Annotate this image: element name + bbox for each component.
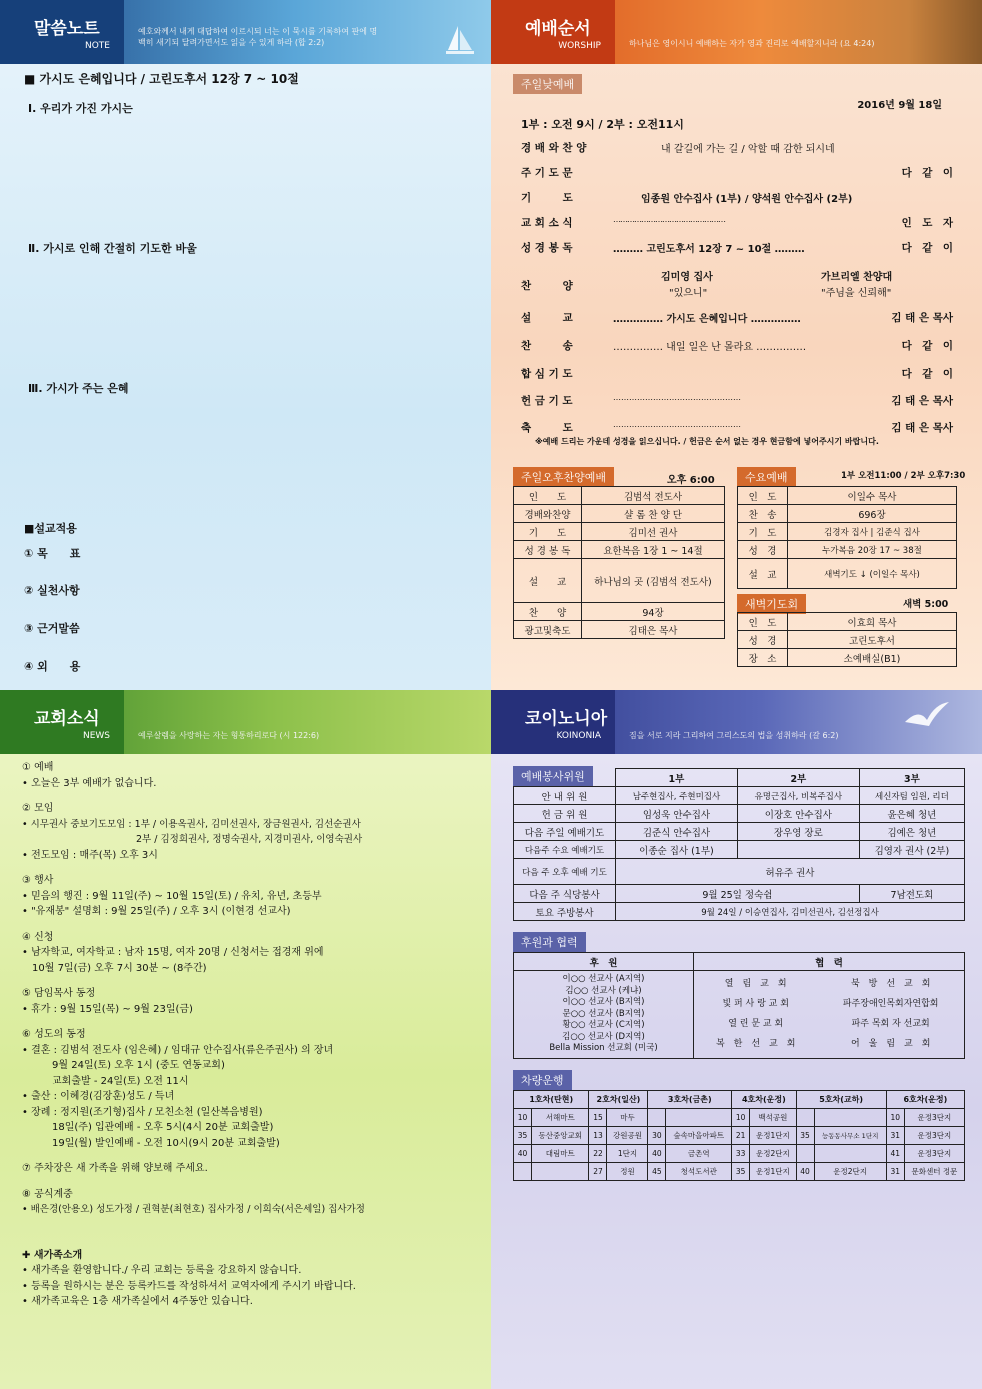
news-item — [22, 1187, 482, 1218]
koin-logo — [491, 690, 615, 754]
sup-item: 열 린 문 교 회 — [728, 1019, 784, 1030]
car-cell: 마두 — [607, 1109, 648, 1127]
sup-item: 빛 퍼 사 랑 교 회 — [722, 999, 789, 1010]
car-head: 5호차(교하) — [796, 1091, 886, 1109]
wed-k: 인 도 — [738, 487, 788, 505]
serv-v — [737, 841, 859, 859]
car-cell: 강원공원 — [607, 1127, 648, 1145]
order-row — [521, 165, 953, 190]
order-right: 다 같 이 — [901, 368, 953, 380]
order-list — [521, 140, 953, 440]
order-key: 주 기 도 문 — [521, 167, 573, 179]
order-val: ……… 고린도후서 12장 7 ~ 10절 ……… — [613, 244, 805, 255]
news-line: 10월 7일(금) 오후 7시 30분 ~ (8주간) — [22, 962, 207, 974]
news-line: 교회출발 - 24일(토) 오전 11시 — [22, 1075, 189, 1087]
news-heading: ⑥ 성도의 동정 — [22, 1029, 86, 1040]
choir-a-song: "있으니" — [669, 288, 708, 299]
car-cell — [814, 1145, 886, 1163]
car-head: 4호차(운정) — [732, 1091, 796, 1109]
aft-k: 기 도 — [514, 523, 582, 541]
order-val: …………… 내일 일은 난 몰라요 …………… — [613, 342, 807, 353]
order-key: 헌 금 기 도 — [521, 395, 573, 407]
order-val: 임종원 안수집사 (1부) / 양석원 안수집사 (2부) — [641, 194, 853, 205]
news-list — [22, 760, 482, 1310]
car-cell: 40 — [796, 1163, 814, 1181]
car-cell — [648, 1109, 666, 1127]
car-row — [514, 1163, 965, 1181]
koin-quote: 짐을 서로 지라 그리하여 그리스도의 법을 성취하라 (갈 6:2) — [629, 731, 839, 740]
wed-v: 누가복음 20장 17 ~ 38절 — [788, 541, 957, 559]
car-cell — [796, 1145, 814, 1163]
worship-panel — [491, 0, 982, 690]
worship-logo — [491, 0, 615, 64]
sup-item: 복 한 선 교 회 — [715, 1039, 796, 1050]
order-right: 김 태 은 목사 — [891, 422, 953, 434]
order-row — [521, 393, 953, 420]
worship-date: 2016년 9월 18일 — [857, 100, 942, 111]
serv-v: 남주현집사, 주현미집사 — [616, 787, 738, 805]
worship-times: 1부 : 오전 9시 / 2부 : 오전11시 — [521, 118, 684, 131]
order-right: 인 도 자 — [901, 217, 953, 229]
aft-k: 광고및축도 — [514, 621, 582, 639]
koin-sub: KOINONIA — [556, 731, 601, 741]
sup-item: 김○○ 선교사 (케냐) — [565, 985, 642, 996]
car-cell: 31 — [886, 1127, 904, 1145]
dawn-tag: 새벽기도회 — [737, 594, 806, 614]
car-cell: 15 — [589, 1109, 607, 1127]
serv-v: 김예은 청년 — [859, 823, 964, 841]
serv-v: 김영자 권사 (2부) — [859, 841, 964, 859]
serv-k: 다음주 수요 예배기도 — [514, 841, 616, 859]
order-right: 김 태 은 목사 — [891, 395, 953, 407]
order-key: 합 심 기 도 — [521, 368, 573, 380]
choir-a: 김미영 집사 — [661, 272, 713, 283]
serv-head: 2부 — [737, 769, 859, 787]
order-row — [521, 338, 953, 366]
car-row — [514, 1127, 965, 1145]
news-header — [0, 690, 491, 754]
sup-item: Bella Mission 선교회 (미국) — [549, 1043, 658, 1053]
sup-right — [817, 971, 964, 1059]
car-cell — [532, 1163, 589, 1181]
apply-1: ① 목 표 — [24, 547, 81, 560]
sup-item: 파주 목회 자 선교회 — [851, 1019, 930, 1030]
choir-b-song: "주님을 신뢰해" — [821, 288, 892, 299]
serv-head: 3부 — [859, 769, 964, 787]
choir-b: 가브리엘 찬양대 — [821, 272, 893, 283]
news-line: 18일(주) 입관예배 - 오후 5시(4시 20분 교회출발) — [22, 1122, 274, 1133]
order-right: 김 태 은 목사 — [891, 312, 953, 324]
newfam-line: • 새가족을 환영합니다./ 우리 교회는 등록을 강요하지 않습니다. — [22, 1265, 302, 1276]
aft-v: 요한복음 1장 1 ~ 14절 — [582, 541, 725, 559]
note-sub: NOTE — [84, 41, 110, 51]
order-key: 찬 양 — [521, 280, 573, 292]
worship-quote: 하나님은 영이시니 예배하는 자가 영과 진리로 예배할지니라 (요 4:24) — [629, 39, 875, 48]
sup-item: 문○○ 선교사 (B지역) — [562, 1008, 645, 1019]
sailboat-icon — [444, 24, 478, 58]
aft-v: 샬 롬 찬 양 단 — [582, 505, 725, 523]
news-line: • 결혼 : 김범석 전도사 (임은혜) / 임대규 안수집사(류은주권사) 의 장녀 — [22, 1044, 334, 1056]
sup-table — [513, 952, 965, 1059]
worship-sub: WORSHIP — [558, 41, 601, 51]
car-head: 2호차(일산) — [589, 1091, 648, 1109]
car-cell: 운정3단지 — [904, 1145, 964, 1163]
wed-k: 성 경 — [738, 541, 788, 559]
news-heading: ⑤ 담임목사 동정 — [22, 988, 96, 999]
dawn-k: 장 소 — [738, 649, 788, 667]
car-cell — [814, 1109, 886, 1127]
news-heading: ④ 신청 — [22, 931, 54, 943]
order-right: 다 같 이 — [901, 167, 953, 179]
serv-v: 9월 25일 정숙쉼 — [616, 885, 860, 903]
sup-item: 어 울 림 교 회 — [850, 1039, 931, 1050]
news-line: • 믿음의 행진 : 9월 11일(주) ~ 10월 15일(토) / 유치, 유년, 초등부 — [22, 890, 322, 902]
order-row — [521, 240, 953, 270]
afternoon-tag: 주일오후찬양예배 — [513, 467, 614, 487]
car-cell: 금촌역 — [666, 1145, 732, 1163]
order-key: 설 교 — [521, 312, 573, 324]
apply-title: ■설교적용 — [24, 522, 77, 535]
sup-head: 후 원 — [514, 953, 694, 971]
serv-v: 윤은혜 청년 — [859, 805, 964, 823]
note-header — [0, 0, 491, 64]
car-cell: 10 — [514, 1109, 532, 1127]
order-key: 찬 송 — [521, 340, 573, 352]
order-val: ………………………………………… — [613, 420, 741, 429]
news-logo — [0, 690, 124, 754]
wed-table — [737, 486, 957, 589]
dawn-table — [737, 612, 957, 667]
wed-k: 설 교 — [738, 559, 788, 589]
car-cell: 40 — [648, 1145, 666, 1163]
apply-2: ② 실천사항 — [24, 584, 80, 597]
car-cell: 35 — [514, 1127, 532, 1145]
newfam — [22, 1248, 482, 1310]
aft-v: 김미선 권사 — [582, 523, 725, 541]
aft-v: 김태은 목사 — [582, 621, 725, 639]
note-point-2: Ⅱ. 가시로 인해 간절히 기도한 바울 — [28, 242, 197, 255]
serv-v: 임성욱 안수집사 — [616, 805, 738, 823]
news-line: • 출산 : 이혜경(김장훈)성도 / 득녀 — [22, 1091, 175, 1102]
news-title: 교회소식 — [34, 709, 100, 729]
choir-row — [521, 270, 953, 310]
wed-k: 찬 송 — [738, 505, 788, 523]
aft-k: 경배와찬양 — [514, 505, 582, 523]
order-row — [521, 366, 953, 393]
sup-item: 파주장애인목회자연합회 — [842, 999, 939, 1010]
car-cell — [796, 1109, 814, 1127]
sup-head: 협 력 — [694, 953, 965, 971]
serv-k: 안 내 위 원 — [514, 787, 616, 805]
car-cell: 운정1단지 — [750, 1127, 796, 1145]
sup-item: 열 림 교 회 — [724, 979, 787, 990]
serv-k: 다음 주일 예배기도 — [514, 823, 616, 841]
note-point-1: Ⅰ. 우리가 가진 가시는 — [28, 102, 133, 115]
news-line: • 시무권사 중보기도모임 : 1부 / 이용옥권사, 김미선권사, 장금원권사, 김선순권사 — [22, 818, 361, 830]
news-heading: ③ 행사 — [22, 875, 54, 886]
aft-k: 설 교 — [514, 559, 582, 603]
order-right: 다 같 이 — [901, 242, 953, 254]
wed-k: 기 도 — [738, 523, 788, 541]
car-cell: 41 — [886, 1145, 904, 1163]
car-row — [514, 1109, 965, 1127]
order-key: 기 도 — [521, 192, 573, 204]
serv-corner — [514, 769, 616, 787]
worship-title: 예배순서 — [525, 19, 591, 39]
order-key: 성 경 봉 독 — [521, 242, 573, 254]
apply-3: ③ 근거말씀 — [24, 622, 80, 635]
news-line: • 오늘은 3부 예배가 없습니다. — [22, 777, 157, 789]
wed-v: 새벽기도 ↓ (이일수 목사) — [788, 559, 957, 589]
note-point-3: Ⅲ. 가시가 주는 은혜 — [28, 382, 129, 395]
news-heading: ② 모임 — [22, 803, 54, 814]
news-panel — [0, 690, 491, 1389]
aft-k: 찬 양 — [514, 603, 582, 621]
serv-k: 토요 주방봉사 — [514, 903, 616, 921]
note-title: 말씀노트 — [34, 19, 100, 39]
serv-v: 허유주 권사 — [616, 859, 965, 885]
afternoon-table — [513, 486, 725, 639]
koin-header — [491, 690, 982, 754]
serv-v: 김준식 안수집사 — [616, 823, 738, 841]
serv-k: 다음 주 오후 예배 기도 — [514, 859, 616, 885]
news-line: 2부 / 김정희권사, 정명숙권사, 지경미권사, 이영숙권사 — [22, 834, 363, 845]
wed-v: 김경자 집사 | 김준식 집사 — [788, 523, 957, 541]
car-cell: 27 — [589, 1163, 607, 1181]
car-cell: 대림마트 — [532, 1145, 589, 1163]
aft-k: 인 도 — [514, 487, 582, 505]
car-cell: 운정2단지 — [814, 1163, 886, 1181]
sup-item: 이○○ 선교사 (A지역) — [562, 974, 645, 984]
sup-left — [514, 971, 694, 1059]
sup-mid — [694, 971, 818, 1059]
order-right: 다 같 이 — [901, 340, 953, 352]
news-item — [22, 930, 482, 977]
order-val: 내 갈길에 가는 길 / 악할 때 감한 되시네 — [661, 144, 835, 155]
order-key: 교 회 소 식 — [521, 217, 573, 229]
car-cell: 10 — [732, 1109, 750, 1127]
dawn-v: 이효희 목사 — [788, 613, 957, 631]
note-panel — [0, 0, 491, 690]
car-cell: 31 — [886, 1163, 904, 1181]
dawn-k: 인 도 — [738, 613, 788, 631]
serv-v: 유명근집사, 비복주집사 — [737, 787, 859, 805]
aft-v: 하나님의 곳 (김범석 전도사) — [582, 559, 725, 603]
car-cell: 45 — [648, 1163, 666, 1181]
order-key: 축 도 — [521, 422, 573, 434]
newfam-line: • 등록을 원하시는 분은 등록카드를 작성하셔서 교역자에게 주시기 바랍니다. — [22, 1280, 356, 1292]
car-cell: 백석공원 — [750, 1109, 796, 1127]
news-item — [22, 986, 482, 1017]
news-line: • 남자학교, 여자학교 : 남자 15명, 여자 20명 / 신청서는 접경재 위에 — [22, 947, 324, 958]
worship-header — [491, 0, 982, 64]
car-table — [513, 1090, 965, 1181]
news-item — [22, 1161, 482, 1177]
news-quote: 예루살렘을 사랑하는 자는 형통하리로다 (시 122:6) — [138, 731, 320, 740]
news-item — [22, 801, 482, 863]
news-line: 9월 24일(토) 오후 1시 (중도 연동교회) — [22, 1060, 225, 1071]
order-key: 경 배 와 찬 양 — [521, 142, 587, 154]
car-cell: 21 — [732, 1127, 750, 1145]
serv-v: 7남전도회 — [859, 885, 964, 903]
note-heading: ■ 가시도 은혜입니다 / 고린도후서 12장 7 ~ 10절 — [24, 72, 299, 86]
news-sub: NEWS — [82, 731, 110, 741]
aft-v: 김범석 전도사 — [582, 487, 725, 505]
aft-k: 성 경 봉 독 — [514, 541, 582, 559]
news-line: • "유재봉" 설명회 : 9월 25일(주) / 오후 3시 (이현경 선교사) — [22, 906, 291, 917]
afternoon-time: 오후 6:00 — [667, 475, 715, 486]
note-logo — [0, 0, 124, 64]
sup-item: 북 방 선 교 회 — [850, 979, 931, 990]
order-val: ………………………………………… — [613, 215, 725, 224]
news-item — [22, 1027, 482, 1151]
news-heading: ⑧ 공식계중 — [22, 1188, 73, 1200]
worship-tag: 주일낮예배 — [513, 74, 582, 94]
car-cell: 청석도서관 — [666, 1163, 732, 1181]
order-row — [521, 215, 953, 240]
serv-v: 세신자팀 임원, 리더 — [859, 787, 964, 805]
serv-v: 장우영 장로 — [737, 823, 859, 841]
serv-head: 1부 — [616, 769, 738, 787]
car-cell: 운정1단지 — [750, 1163, 796, 1181]
serv-k: 다음 주 식당봉사 — [514, 885, 616, 903]
order-row — [521, 190, 953, 215]
wed-tag: 수요예배 — [737, 467, 796, 487]
serv-v: 이종순 집사 (1부) — [616, 841, 738, 859]
news-line: • 전도모임 : 매주(목) 오후 3시 — [22, 849, 158, 861]
koin-title: 코이노니아 — [525, 709, 608, 729]
order-row — [521, 310, 953, 338]
car-cell — [514, 1163, 532, 1181]
car-row — [514, 1145, 965, 1163]
serv-k: 헌 금 위 원 — [514, 805, 616, 823]
car-cell: 13 — [589, 1127, 607, 1145]
dawn-v: 소예배실(B1) — [788, 649, 957, 667]
wed-v: 이일수 목사 — [788, 487, 957, 505]
car-cell: 40 — [514, 1145, 532, 1163]
newfam-heading: ✚ 새가족소개 — [22, 1249, 83, 1261]
car-cell: 35 — [796, 1127, 814, 1145]
car-cell: 1단지 — [607, 1145, 648, 1163]
newfam-line: • 새가족교육은 1층 새가족실에서 4주동안 있습니다. — [22, 1296, 253, 1307]
sup-item: 이○○ 선교사 (B지역) — [562, 997, 645, 1007]
order-val: ………………………………………… — [613, 393, 741, 402]
car-cell: 33 — [732, 1145, 750, 1163]
car-cell: 정원 — [607, 1163, 648, 1181]
serv-table — [513, 768, 965, 921]
car-cell: 10 — [886, 1109, 904, 1127]
order-val: …………… 가시도 은혜입니다 …………… — [613, 314, 801, 325]
car-head: 1호차(탄현) — [514, 1091, 589, 1109]
dawn-k: 성 경 — [738, 631, 788, 649]
koinonia-panel — [491, 690, 982, 1389]
news-heading: ⑦ 주차장은 새 가족을 위해 양보해 주세요. — [22, 1163, 208, 1174]
worship-note: ※예배 드리는 가운데 성경을 읽으십니다. / 헌금은 순서 없는 경우 현금함에 넣어주시기 바랍니다. — [535, 437, 879, 446]
news-item — [22, 873, 482, 920]
news-line: 19일(월) 발인예배 - 오전 10시(9시 20분 교회출발) — [22, 1137, 280, 1149]
news-line: • 장례 : 정지원(조기형)집사 / 모친소천 (일산복음병원) — [22, 1106, 263, 1118]
car-cell: 운정3단지 — [904, 1109, 964, 1127]
dawn-v: 고린도후서 — [788, 631, 957, 649]
car-head: 3호차(금촌) — [648, 1091, 732, 1109]
order-row — [521, 140, 953, 165]
sup-item: 김○○ 선교사 (D지역) — [562, 1031, 645, 1042]
car-cell: 30 — [648, 1127, 666, 1145]
car-cell — [666, 1109, 732, 1127]
wed-v: 696장 — [788, 505, 957, 523]
news-item — [22, 760, 482, 791]
car-cell: 서해마트 — [532, 1109, 589, 1127]
car-cell: 22 — [589, 1145, 607, 1163]
news-line: • 휴가 : 9월 15일(목) ~ 9월 23일(금) — [22, 1003, 193, 1015]
news-heading: ① 예배 — [22, 762, 54, 773]
car-head: 6호차(운정) — [886, 1091, 964, 1109]
apply-4: ④ 외 용 — [24, 660, 81, 673]
car-cell: 숲속마을아파트 — [666, 1127, 732, 1145]
car-cell: 35 — [732, 1163, 750, 1181]
news-line: • 배은경(안용오) 성도가정 / 권혁분(최현호) 집사가정 / 이희숙(서은세일) 집사가정 — [22, 1204, 365, 1215]
car-cell: 문화센터 정문 — [904, 1163, 964, 1181]
sup-tag: 후원과 협력 — [513, 932, 586, 952]
aft-v: 94장 — [582, 603, 725, 621]
wed-time: 1부 오전11:00 / 2부 오후7:30 — [841, 471, 966, 481]
dawn-time: 새벽 5:00 — [903, 599, 949, 610]
car-cell: 동산중앙교회 — [532, 1127, 589, 1145]
serv-tag: 예배봉사위원 — [513, 766, 593, 786]
serv-v: 이장호 안수집사 — [737, 805, 859, 823]
bird-icon — [901, 698, 951, 738]
car-cell: 운정2단지 — [750, 1145, 796, 1163]
car-cell: 운정3단지 — [904, 1127, 964, 1145]
serv-v: 9월 24일 / 이승연집사, 김미선권사, 김선정집사 — [616, 903, 965, 921]
note-quote: 예호와께서 내게 대답하여 이르시되 너는 이 묵시를 기록하여 판에 명백히 새기되 달려가면서도 읽을 수 있게 하라 (합 2:2) — [138, 27, 378, 47]
car-tag: 차량운행 — [513, 1070, 572, 1090]
sup-item: 황○○ 선교사 (C지역) — [562, 1020, 645, 1030]
car-cell: 능동동사무소 1단지 — [814, 1127, 886, 1145]
